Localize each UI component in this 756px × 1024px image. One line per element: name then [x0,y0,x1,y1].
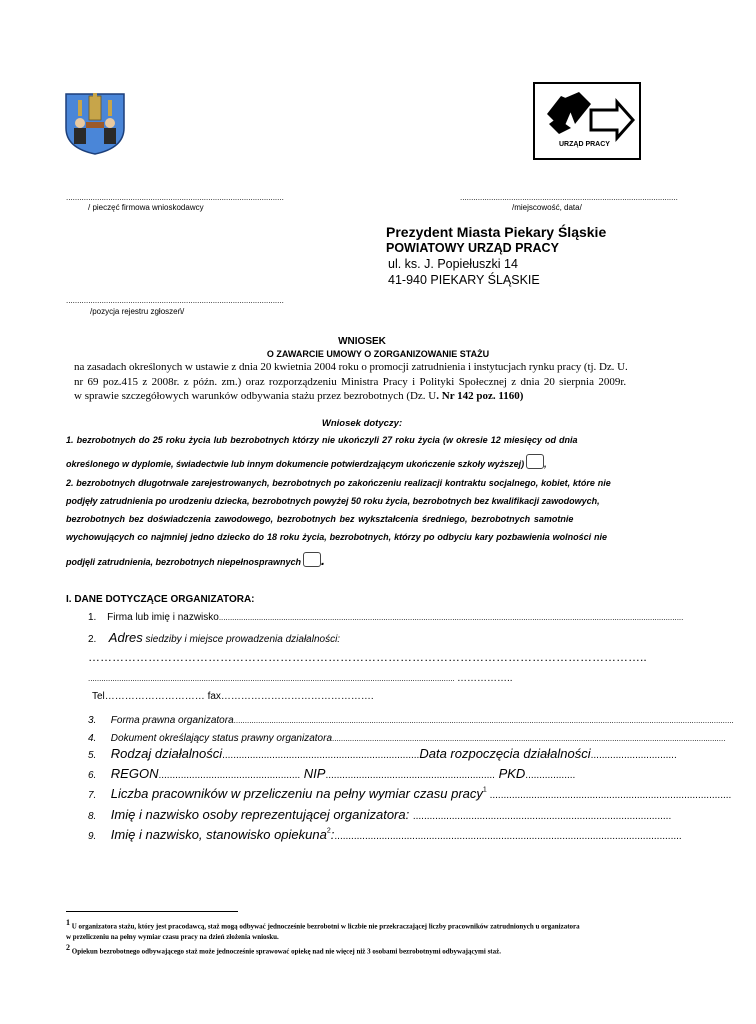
section-1-heading: I. DANE DOTYCZĄCE ORGANIZATORA: [66,594,255,605]
option-2-line-4: wychowujących co najmniej jedno dziecko do 18 roku życia, bezrobotnych, którzy po odbyciu kary pozbawienia wolności nie [66,532,608,542]
place-date-dots: .................................................................................................. [460,193,678,202]
field-6-label-c: PKD [494,766,526,781]
field-7-input[interactable]: ....................................................................................... [486,790,732,801]
option-1-end: , [544,459,547,469]
field-2-address-line-2[interactable]: ..................................................................................................................................................................... …………….. [88,673,513,684]
legal-basis-line-1: na zasadach określonych w ustawie z dnia 20 kwietnia 2004 roku o promocji zatrudnienia i instytucjach rynku pracy (tj. Dz. U. [74,361,628,373]
field-1-input[interactable]: ................................................................................................................................................................................................................. [218,613,684,622]
place-date-caption: /miejscowość, data/ [512,203,582,212]
fax-field[interactable]: fax………………………………………. [204,691,374,702]
field-7-label: Liczba pracowników w przeliczeniu na pełny wymiar czasu pracy [110,786,483,801]
registry-dots: .................................................................................................. [66,296,284,305]
field-3-row [88,710,734,728]
field-6-number: 6. [88,770,97,781]
addressee-line-4: 41-940 PIEKARY ŚLĄSKIE [388,273,540,287]
option-2-end: . [321,552,325,568]
field-2-number: 2. [88,634,97,645]
logo-caption: URZĄD PRACY [559,141,610,148]
field-4-number: 4. [88,733,97,744]
option-2-checkbox[interactable] [303,552,321,567]
field-8-row [88,806,672,824]
field-9-row [88,826,682,844]
footnote-2 [66,942,696,957]
registry-caption: /pozycja rejestru zgłoszeń/ [90,307,185,316]
field-8-label: Imię i nazwisko osoby reprezentującej organizatora: [110,807,413,822]
addressee-line-3: ul. ks. J. Popiełuszki 14 [388,257,518,271]
field-7-footnote-ref: 1 [482,786,487,794]
field-3-number: 3. [88,715,97,726]
concerns-heading: Wniosek dotyczy: [321,418,403,429]
field-2-row [88,629,340,647]
option-2-line-5 [66,552,325,568]
field-3-label: Forma prawna organizatora [110,715,234,726]
option-1-checkbox[interactable] [526,454,544,469]
field-8-input[interactable]: ............................................................................................. [412,811,672,822]
field-5-input-b[interactable]: ............................... [590,750,677,761]
field-9-footnote-ref: 2 [326,827,331,835]
option-2-line-1: 2. bezrobotnych długotrwale zarejestrowanych, bezrobotnych po zakończeniu realizacji kontraktu socjalnego, kobiet, które nie [66,478,611,488]
legal-basis-line-3b: . Nr 142 poz. 1160) [436,390,524,402]
form-title: WNIOSEK [338,336,386,347]
field-5-label-a: Rodzaj działalności [110,746,223,761]
field-5-number: 5. [88,750,97,761]
labour-office-logo [533,82,641,160]
field-9-number: 9. [88,831,97,842]
footnote-divider [66,911,238,912]
option-1-line-1: 1. bezrobotnych do 25 roku życia lub bezrobotnych którzy nie ukończyli 27 roku życia (w okresie 12 miesięcy od dnia [66,435,578,445]
footnote-2-number: 2 [66,943,70,952]
field-4-label: Dokument określający status prawny organizatora [110,733,333,744]
option-2-text: podjęli zatrudnienia, bezrobotnych niepełnosprawnych [66,557,302,567]
field-6-input-b[interactable]: ............................................................. [325,770,495,781]
field-9-colon: : [330,827,335,842]
option-2-line-3: bezrobotnych bez doświadczenia zawodowego, bezrobotnych bez wykształcenia średniego, bezrobotnych samotnie [66,514,574,524]
field-2-label-b: siedziby i miejsce prowadzenia działalności: [142,634,341,645]
option-2-line-2: podjęły zatrudnienia po urodzeniu dziecka, bezrobotnych powyżej 50 roku życia, bezrobotnych bez kwalifikacji zawodowych, [66,496,600,506]
footnote-1-text-a: U organizatora stażu, który jest pracodawcą, staż mogą odbywać jednocześnie bezrobotni w liczbie nie przekraczającej liczby pracowników zatrudnionych u organizatora [70,922,580,931]
option-1-text: określonego w dyplomie, świadectwie lub innym dokumencie potwierdzającym ukończenie szkoły wyższej) [66,459,525,469]
field-2-address-line-2-end: …………….. [456,673,513,684]
field-1-number: 1. [88,612,97,623]
field-1-label: Firma lub imię i nazwisko [107,612,219,623]
legal-basis-line-3a: w sprawie szczegółowych warunków odbywania stażu przez bezrobotnych (Dz. U [74,390,437,402]
footnote-1-number: 1 [66,918,70,927]
field-8-number: 8. [88,811,97,822]
stamp-dots: .................................................................................................. [66,193,284,202]
field-6-label-a: REGON [110,766,159,781]
field-6-label-b: NIP [300,766,326,781]
footnote-1 [66,917,696,943]
legal-basis-line-2: nr 69 poz.415 z 2008r. z późn. zm.) oraz rozporządzeniu Ministra Pracy i Polityki Społecznej z dnia 20 sierpnia 2009r. [74,376,627,388]
field-6-input-a[interactable]: ................................................... [158,770,301,781]
field-5-label-b: Data rozpoczęcia działalności [419,746,591,761]
field-2-address-line-1[interactable]: ………………………………………………………………………………………………………………………….. [88,650,647,664]
field-5-row [88,745,680,763]
field-4-input[interactable]: ................................................................................................................................................................................. [332,734,726,743]
addressee-line-1: Prezydent Miasta Piekary Śląskie [386,224,607,240]
field-7-number: 7. [88,790,97,801]
field-3-input[interactable]: ................................................................................................................................................................................................................................. [233,716,734,725]
field-9-input[interactable]: ............................................................................................................................. [334,831,682,842]
legal-basis-line-3 [74,390,523,402]
stamp-caption: / pieczęć firmowa wnioskodawcy [88,203,204,212]
coat-of-arms-logo [64,90,126,156]
footnote-2-text: Opiekun bezrobotnego odbywającego staż może jednocześnie sprawować opiekę nad nie więcej niż 3 osobami bezrobotnymi odbywającymi staż. [70,947,501,956]
field-4-row [88,728,726,746]
arrows-icon [535,84,639,142]
field-6-row [88,765,648,783]
addressee-line-2: POWIATOWY URZĄD PRACY [386,241,559,255]
field-9-label: Imię i nazwisko, stanowisko opiekuna [110,827,327,842]
field-7-row [88,785,732,803]
field-6-input-c[interactable]: .................. [525,770,576,781]
option-1-line-2 [66,454,547,469]
form-subtitle: O ZAWARCIE UMOWY O ZORGANIZOWANIE STAŻU [266,349,490,359]
field-1-row [88,612,688,623]
footnote-1-text-b: w przeliczeniu na pełny wymiar czasu pracy na dzień złożenia wniosku. [66,933,279,942]
tel-field[interactable]: Tel………………………… [92,691,205,702]
tel-fax-row [92,691,374,702]
field-5-input-a[interactable]: ....................................................................... [222,750,420,761]
field-2-label-a: Adres [108,630,143,645]
